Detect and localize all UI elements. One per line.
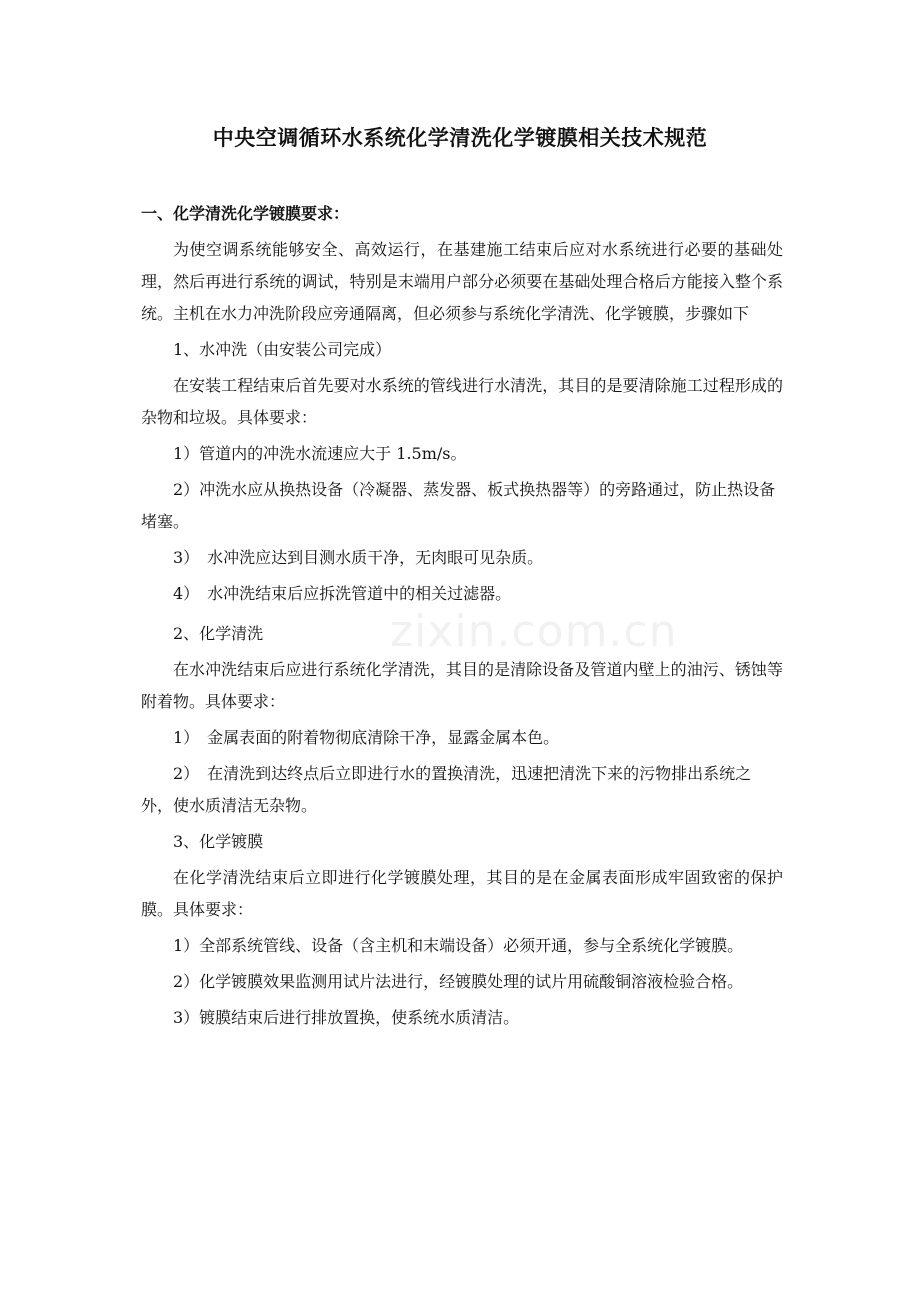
document-title: 中央空调循环水系统化学清洗化学镀膜相关技术规范 — [212, 126, 708, 150]
step2-item-2: 2） 在清洗到达终点后立即进行水的置换清洗，迅速把清洗下来的污物排出系统之外，使水质清洁无杂物。 — [141, 764, 752, 815]
step2-title: 2、化学清洗 — [173, 624, 264, 643]
step3-item-3: 3）镀膜结束后进行排放置换，使系统水质清洁。 — [173, 1008, 520, 1027]
watermark: zixin.com.cn — [390, 606, 678, 657]
step3-description: 在化学清洗结束后立即进行化学镀膜处理，其目的是在金属表面形成牢固致密的保护膜。具体要求： — [141, 868, 783, 919]
intro-paragraph: 为使空调系统能够安全、高效运行，在基建施工结束后应对水系统进行必要的基础处理，然后再进行系统的调试，特别是末端用户部分必须要在基础处理合格后方能接入整个系统。主机在水力冲洗阶段应旁通隔离，但必须参与系统化学清洗、化学镀膜，步骤如下 — [141, 240, 783, 323]
step1-item-3: 3） 水冲洗应达到目测水质干净，无肉眼可见杂质。 — [173, 548, 544, 567]
step3-item-2: 2）化学镀膜效果监测用试片法进行，经镀膜处理的试片用硫酸铜溶液检验合格。 — [173, 972, 744, 991]
step2-description: 在水冲洗结束后应进行系统化学清洗，其目的是清除设备及管道内壁上的油污、锈蚀等附着物。具体要求： — [141, 660, 783, 711]
step1-item-2: 2）冲洗水应从换热设备（冷凝器、蒸发器、板式换热器等）的旁路通过，防止热设备堵塞。 — [141, 480, 776, 531]
step1-title: 1、水冲洗（由安装公司完成） — [173, 340, 392, 359]
section-heading: 一、化学清洗化学镀膜要求： — [141, 204, 350, 223]
step3-title: 3、化学镀膜 — [173, 832, 264, 851]
step1-item-1: 1）管道内的冲洗水流速应大于 1.5m/s。 — [173, 444, 467, 463]
step1-item-4: 4） 水冲洗结束后应拆洗管道中的相关过滤器。 — [173, 584, 512, 603]
step3-item-1: 1）全部系统管线、设备（含主机和末端设备）必须开通，参与全系统化学镀膜。 — [173, 936, 744, 955]
document-body — [141, 198, 783, 1038]
step2-item-1: 1） 金属表面的附着物彻底清除干净，显露金属本色。 — [173, 728, 560, 747]
step1-description: 在安装工程结束后首先要对水系统的管线进行水清洗，其目的是要清除施工过程形成的杂物和垃圾。具体要求： — [141, 376, 783, 427]
